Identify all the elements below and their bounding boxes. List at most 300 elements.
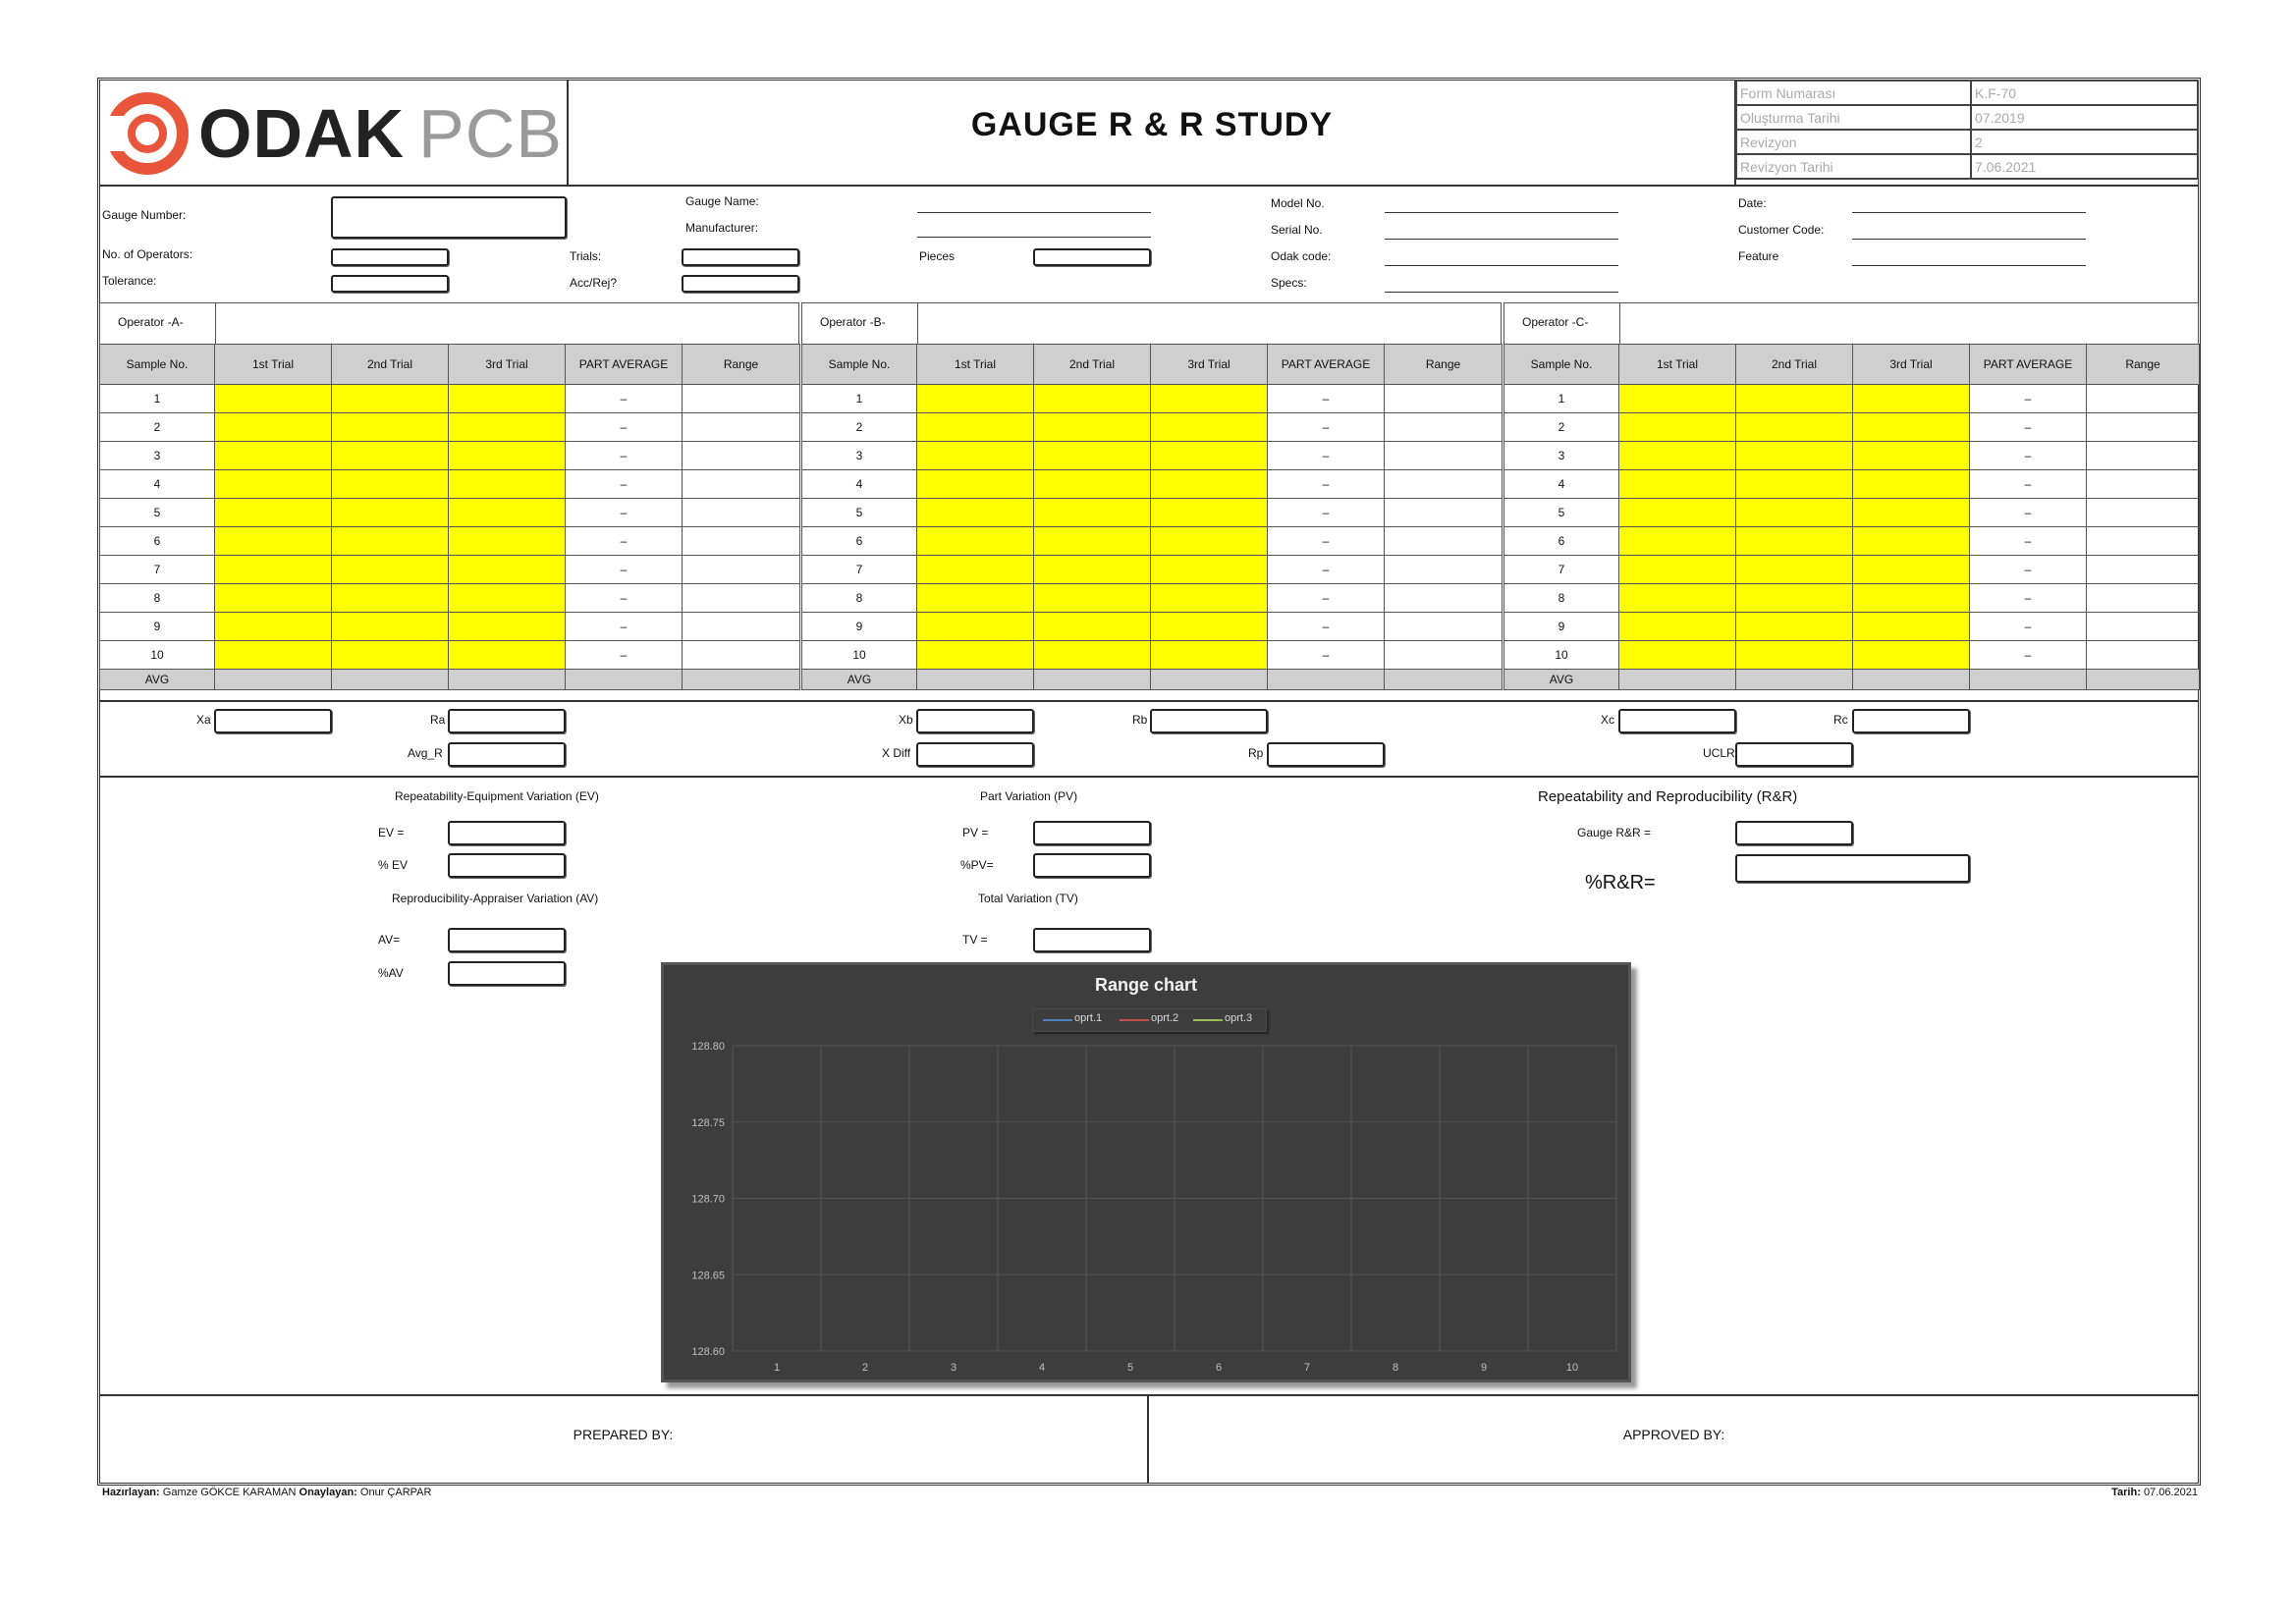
range-cell [1385,499,1503,527]
trial-cell[interactable] [1853,556,1970,584]
trial-cell[interactable] [1151,556,1268,584]
operator-b-header [801,302,1502,345]
table-row [100,442,800,470]
col-sample-no: Sample No. [100,345,215,385]
trial-cell[interactable] [332,470,449,499]
part-average-cell: – [1970,527,2087,556]
gauge-rr-field[interactable] [1735,821,1853,845]
ev-pct-label: % EV [378,858,409,872]
av-title: Reproducibility-Appraiser Variation (AV) [392,892,599,905]
tolerance-label: Tolerance: [102,274,157,288]
x-tick-label: 8 [1392,1362,1399,1374]
col-range: Range [2087,345,2200,385]
trial-cell[interactable] [917,442,1034,470]
trial-cell[interactable] [215,527,332,556]
trial-cell[interactable] [332,499,449,527]
gauge-name-label: Gauge Name: [685,194,759,208]
trial-cell[interactable] [449,556,566,584]
table-row [802,556,1503,584]
x-tick-label: 6 [1215,1362,1223,1374]
trial-cell[interactable] [917,556,1034,584]
range-cell [683,641,800,670]
chart-title: Range chart [1094,975,1198,995]
trial-cell[interactable] [1619,385,1736,413]
customer-code-line[interactable] [1852,239,2086,240]
prepared-by-label: PREPARED BY: [573,1427,674,1442]
table-row [100,556,800,584]
acc-rej-label: Acc/Rej? [570,276,618,290]
tv-field[interactable] [1033,928,1151,952]
rp-field[interactable] [1267,742,1385,767]
part-average-cell: – [1268,556,1385,584]
form-info-label: Form Numarası [1736,81,1971,105]
footer-prepared [102,1487,431,1498]
trial-cell[interactable] [917,470,1034,499]
trial-cell[interactable] [1034,613,1151,641]
range-cell [683,527,800,556]
x-tick-label: 7 [1303,1362,1311,1374]
form-info-row [1736,154,2198,179]
trial-cell[interactable] [1034,385,1151,413]
trial-cell[interactable] [215,442,332,470]
rr-title: Repeatability and Reproducibility (R&R) [1538,788,1798,805]
trial-cell[interactable] [1151,527,1268,556]
sample-no: 9 [1504,613,1619,641]
avg-cell [1970,670,2087,690]
col-trial-1: 1st Trial [917,345,1034,385]
rc-field[interactable] [1852,709,1970,733]
manufacturer-label: Manufacturer: [685,221,759,235]
avg-row [1504,670,2200,690]
col-range: Range [1385,345,1503,385]
tv-label: TV = [962,933,988,947]
table-row [802,584,1503,613]
sample-no: 8 [100,584,215,613]
trial-cell[interactable] [332,556,449,584]
part-average-cell: – [1970,470,2087,499]
trial-cell[interactable] [1151,442,1268,470]
x-diff-field[interactable] [916,742,1034,767]
col-part-average: PART AVERAGE [1268,345,1385,385]
range-cell [1385,385,1503,413]
form-info-value: K.F-70 [1971,81,2198,105]
av-pct-field[interactable] [448,961,566,986]
av-pct-label: %AV [378,966,404,980]
odak-code-label: Odak code: [1271,249,1332,263]
part-average-cell: – [1268,470,1385,499]
x-tick-label: 9 [1480,1362,1488,1374]
part-average-cell: – [1970,613,2087,641]
trial-cell[interactable] [449,385,566,413]
footer-approved-label: Onaylayan: [299,1487,357,1498]
legend-label-oprt3: oprt.3 [1225,1012,1253,1024]
part-average-cell: – [566,413,683,442]
trial-cell[interactable] [1736,499,1853,527]
table-row [100,499,800,527]
trial-cell[interactable] [917,584,1034,613]
trial-cell[interactable] [1619,641,1736,670]
trials-field[interactable] [682,248,799,266]
rc-label: Rc [1833,713,1848,727]
operator-b-title: Operator -B- [820,315,886,329]
trial-cell[interactable] [1151,613,1268,641]
range-chart [661,962,1631,1382]
sample-no: 3 [1504,442,1619,470]
trial-cell[interactable] [1853,470,1970,499]
trials-label: Trials: [570,249,602,263]
gauge-number-field[interactable] [331,196,567,239]
range-cell [2087,641,2200,670]
form-info-label: Oluşturma Tarihi [1736,105,1971,130]
avg-cell [332,670,449,690]
trial-cell[interactable] [1034,470,1151,499]
table-row [100,613,800,641]
trial-cell[interactable] [1034,527,1151,556]
range-cell [1385,613,1503,641]
uclr-field[interactable] [1735,742,1853,767]
range-cell [1385,527,1503,556]
trial-cell[interactable] [1151,470,1268,499]
form-info-value: 2 [1971,130,2198,154]
trial-cell[interactable] [1151,641,1268,670]
av-field[interactable] [448,928,566,952]
part-average-cell: – [566,584,683,613]
ev-field[interactable] [448,821,566,845]
date-line[interactable] [1852,212,2086,213]
avg-cell [1853,670,1970,690]
gauge-name-line[interactable] [917,212,1151,213]
part-average-cell: – [566,641,683,670]
header-divider [99,185,2199,187]
stats-top-divider [99,700,2199,702]
table-row [1504,584,2200,613]
table-header-row [100,345,800,385]
rr-pct-field[interactable] [1735,854,1970,883]
pv-label: PV = [962,826,989,839]
sample-no: 10 [802,641,917,670]
trial-cell[interactable] [449,584,566,613]
trial-cell[interactable] [215,470,332,499]
trial-cell[interactable] [917,413,1034,442]
trial-cell[interactable] [332,613,449,641]
part-average-cell: – [1268,613,1385,641]
x-diff-label: X Diff [882,746,911,760]
operator-a-title: Operator -A- [118,315,184,329]
y-tick-label: 128.60 [691,1346,725,1358]
trial-cell[interactable] [1034,556,1151,584]
trial-cell[interactable] [1853,584,1970,613]
table-row [1504,442,2200,470]
pv-pct-label: %PV= [960,858,994,872]
sample-no: 2 [802,413,917,442]
trial-cell[interactable] [1034,442,1151,470]
part-average-cell: – [566,613,683,641]
table-row [1504,470,2200,499]
col-trial-1: 1st Trial [215,345,332,385]
range-cell [683,470,800,499]
form-info-value: 7.06.2021 [1971,154,2198,179]
table-row [802,641,1503,670]
table-row [1504,385,2200,413]
ev-title: Repeatability-Equipment Variation (EV) [395,789,599,803]
col-trial-3: 3rd Trial [449,345,566,385]
pv-field[interactable] [1033,821,1151,845]
part-average-cell: – [1268,442,1385,470]
range-cell [1385,442,1503,470]
trial-cell[interactable] [1151,413,1268,442]
table-row [1504,556,2200,584]
range-cell [2087,385,2200,413]
avg-cell [1385,670,1503,690]
customer-code-label: Customer Code: [1738,223,1825,237]
ra-label: Ra [430,713,446,727]
avg-cell [449,670,566,690]
trial-cell[interactable] [449,499,566,527]
sample-no: 5 [100,499,215,527]
sample-no: 5 [802,499,917,527]
trial-cell[interactable] [215,641,332,670]
avg-cell [1151,670,1268,690]
trial-cell[interactable] [917,641,1034,670]
table-row [802,385,1503,413]
trial-cell[interactable] [1736,527,1853,556]
trial-cell[interactable] [449,613,566,641]
trial-cell[interactable] [1736,613,1853,641]
trial-cell[interactable] [1853,527,1970,556]
trial-cell[interactable] [215,413,332,442]
trial-cell[interactable] [1151,385,1268,413]
part-average-cell: – [566,385,683,413]
y-tick-label: 128.65 [691,1270,725,1282]
table-row [1504,527,2200,556]
trial-cell[interactable] [215,499,332,527]
table-row [100,385,800,413]
manufacturer-line[interactable] [917,237,1151,238]
trial-cell[interactable] [1034,641,1151,670]
range-cell [2087,613,2200,641]
trial-cell[interactable] [917,613,1034,641]
part-average-cell: – [1268,413,1385,442]
trial-cell[interactable] [1736,442,1853,470]
trial-cell[interactable] [1034,413,1151,442]
tolerance-field[interactable] [331,275,449,293]
page-title: GAUGE R & R STUDY [970,106,1334,143]
sample-no: 2 [100,413,215,442]
footer-date-value: 07.06.2021 [2143,1487,2198,1498]
pieces-field[interactable] [1033,248,1151,266]
footer-approved-name: Onur ÇARPAR [359,1487,432,1498]
part-average-cell: – [1970,584,2087,613]
table-row [1504,613,2200,641]
part-average-cell: – [1268,385,1385,413]
chart-plot-area [664,965,1628,1380]
x-tick-label: 2 [861,1362,869,1374]
form-info-label: Revizyon Tarihi [1736,154,1971,179]
sample-no: 10 [100,641,215,670]
trial-cell[interactable] [1619,499,1736,527]
xc-label: Xc [1601,713,1615,727]
trial-cell[interactable] [332,385,449,413]
table-row [802,499,1503,527]
trial-cell[interactable] [449,470,566,499]
sample-no: 9 [802,613,917,641]
trial-cell[interactable] [215,385,332,413]
sample-no: 4 [1504,470,1619,499]
trial-cell[interactable] [449,442,566,470]
ev-pct-field[interactable] [448,853,566,878]
part-average-cell: – [1268,641,1385,670]
sample-no: 3 [100,442,215,470]
logo-divider [567,80,569,186]
trial-cell[interactable] [1034,584,1151,613]
rr-label: Gauge R&R = [1577,826,1652,839]
trial-cell[interactable] [1853,499,1970,527]
table-row [802,527,1503,556]
range-cell [683,413,800,442]
sample-no: 6 [1504,527,1619,556]
trial-cell[interactable] [1736,584,1853,613]
col-range: Range [683,345,800,385]
table-row [100,527,800,556]
specs-line[interactable] [1385,292,1618,293]
trial-cell[interactable] [1151,499,1268,527]
range-cell [1385,413,1503,442]
part-average-cell: – [1970,413,2087,442]
trial-cell[interactable] [1736,413,1853,442]
table-header-row [1504,345,2200,385]
footer-date-label: Tarih: [2111,1487,2141,1498]
serial-no-line[interactable] [1385,239,1618,240]
logo-suffix: PCB [418,95,563,172]
avg-r-field[interactable] [448,742,566,767]
part-average-cell: – [1970,499,2087,527]
trial-cell[interactable] [1853,442,1970,470]
trial-cell[interactable] [215,556,332,584]
part-average-cell: – [1970,385,2087,413]
sample-no: 1 [1504,385,1619,413]
trial-cell[interactable] [1619,470,1736,499]
trial-cell[interactable] [1619,527,1736,556]
trial-cell[interactable] [917,385,1034,413]
trial-cell[interactable] [1151,584,1268,613]
sample-no: 6 [100,527,215,556]
xa-field[interactable] [214,709,332,733]
range-cell [683,613,800,641]
trial-cell[interactable] [1619,613,1736,641]
trial-cell[interactable] [1619,584,1736,613]
trial-cell[interactable] [1736,556,1853,584]
range-cell [2087,556,2200,584]
trial-cell[interactable] [1853,385,1970,413]
avg-label: AVG [802,670,917,690]
trial-cell[interactable] [1853,613,1970,641]
trial-cell[interactable] [1736,641,1853,670]
sample-no: 2 [1504,413,1619,442]
trial-cell[interactable] [1619,442,1736,470]
trial-cell[interactable] [917,527,1034,556]
signature-top-divider [99,1394,2199,1396]
trial-cell[interactable] [332,413,449,442]
x-tick-label: 3 [950,1362,957,1374]
trial-cell[interactable] [1736,470,1853,499]
sample-no: 1 [802,385,917,413]
trial-cell[interactable] [215,584,332,613]
operators-field[interactable] [331,248,449,266]
table-row [802,413,1503,442]
trial-cell[interactable] [332,527,449,556]
xc-field[interactable] [1618,709,1736,733]
xb-field[interactable] [916,709,1034,733]
footer-prepared-label: Hazırlayan: [102,1487,160,1498]
trial-cell[interactable] [332,641,449,670]
specs-label: Specs: [1271,276,1307,290]
logo-mark-icon [104,86,192,181]
sample-no: 10 [1504,641,1619,670]
trial-cell[interactable] [449,527,566,556]
trial-cell[interactable] [1619,413,1736,442]
table-row [100,641,800,670]
trial-cell[interactable] [917,499,1034,527]
acc-rej-field[interactable] [682,275,799,293]
trial-cell[interactable] [1619,556,1736,584]
avg-cell [566,670,683,690]
rb-field[interactable] [1150,709,1268,733]
date-label: Date: [1738,196,1767,210]
legend-label-oprt2: oprt.2 [1151,1012,1179,1024]
company-logo [102,84,564,183]
serial-no-label: Serial No. [1271,223,1323,237]
trial-cell[interactable] [449,413,566,442]
trial-cell[interactable] [1853,641,1970,670]
feature-line[interactable] [1852,265,2086,266]
avg-cell [1268,670,1385,690]
trial-cell[interactable] [449,641,566,670]
odak-code-line[interactable] [1385,265,1618,266]
range-cell [2087,499,2200,527]
avg-cell [1736,670,1853,690]
trial-cell[interactable] [332,442,449,470]
part-average-cell: – [566,470,683,499]
trial-cell[interactable] [332,584,449,613]
table-row [802,613,1503,641]
rr-pct-label: %R&R= [1585,872,1656,893]
trial-cell[interactable] [215,613,332,641]
range-cell [683,385,800,413]
avg-cell [2087,670,2200,690]
sample-no: 4 [100,470,215,499]
gauge-number-label: Gauge Number: [102,208,187,222]
operator-c-header [1503,302,2199,345]
avg-cell [917,670,1034,690]
model-no-line[interactable] [1385,212,1618,213]
sample-no: 3 [802,442,917,470]
model-no-label: Model No. [1271,196,1325,210]
ra-field[interactable] [448,709,566,733]
form-info-label: Revizyon [1736,130,1971,154]
range-cell [1385,584,1503,613]
col-sample-no: Sample No. [1504,345,1619,385]
range-cell [2087,470,2200,499]
trial-cell[interactable] [1853,413,1970,442]
trial-cell[interactable] [1034,499,1151,527]
pv-pct-field[interactable] [1033,853,1151,878]
col-part-average: PART AVERAGE [566,345,683,385]
col-trial-2: 2nd Trial [332,345,449,385]
trial-cell[interactable] [1736,385,1853,413]
feature-label: Feature [1738,249,1779,263]
pv-title: Part Variation (PV) [980,789,1078,803]
y-tick-label: 128.70 [691,1193,725,1206]
